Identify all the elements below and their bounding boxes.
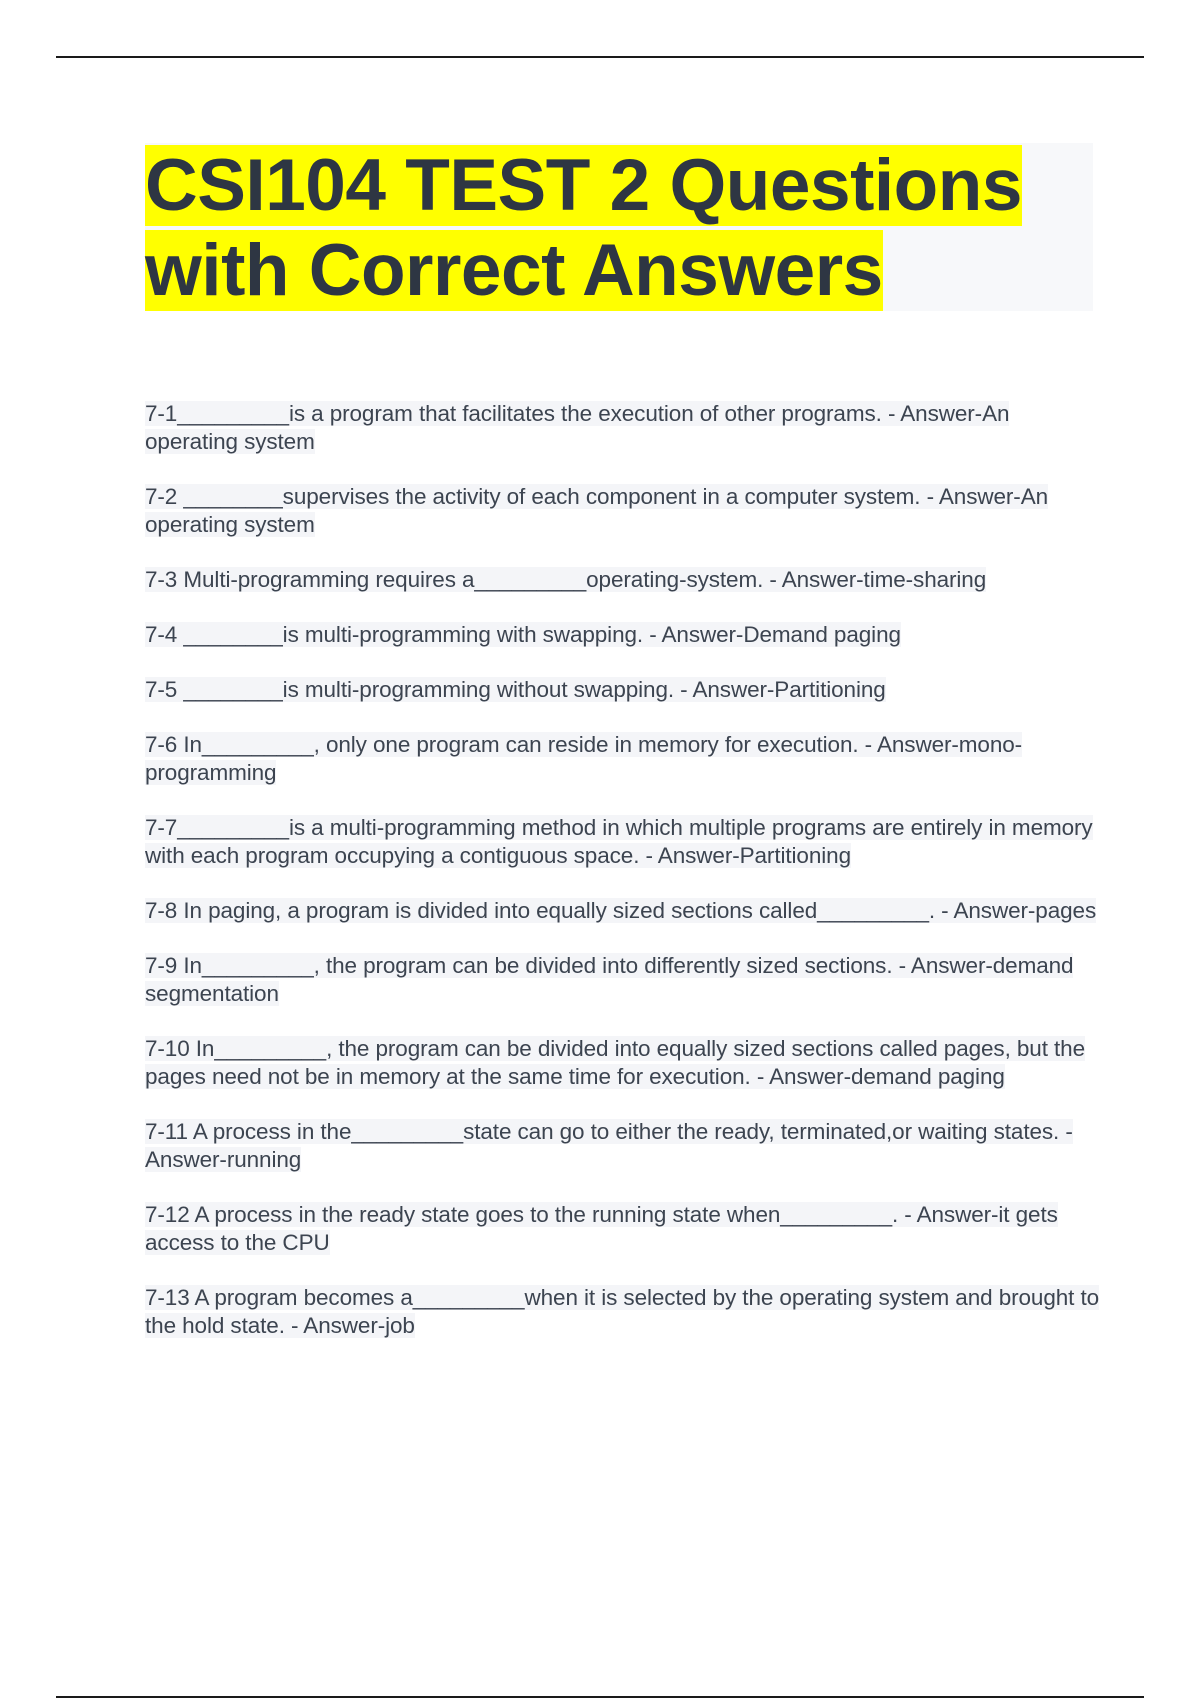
question-item xyxy=(145,676,1100,704)
question-item xyxy=(145,621,1100,649)
question-item xyxy=(145,1118,1100,1174)
page-title xyxy=(145,143,1093,313)
question-item xyxy=(145,814,1100,870)
question-text: 7-7_________is a multi-programming method in which multiple programs are entirely in memory with each program occupying a contiguous space. - Answer-Partitioning xyxy=(145,815,1093,868)
question-item xyxy=(145,731,1100,787)
question-text: 7-4 ________is multi-programming with swapping. - Answer-Demand paging xyxy=(145,622,901,647)
question-text: 7-12 A process in the ready state goes to the running state when_________. - Answer-it gets access to the CPU xyxy=(145,1202,1058,1255)
question-text: 7-11 A process in the_________state can go to either the ready, terminated,or waiting states. - Answer-running xyxy=(145,1119,1073,1172)
question-item xyxy=(145,483,1100,539)
top-divider xyxy=(56,56,1144,58)
question-list xyxy=(145,400,1100,1367)
title-block xyxy=(145,143,1093,311)
question-item xyxy=(145,566,1100,594)
title-line-2: with Correct Answers xyxy=(145,230,883,311)
question-text: 7-9 In_________, the program can be divided into differently sized sections. - Answer-demand segmentation xyxy=(145,953,1074,1006)
question-text: 7-10 In_________, the program can be divided into equally sized sections called pages, but the pages need not be in memory at the same time for execution. - Answer-demand paging xyxy=(145,1036,1085,1089)
question-text: 7-5 ________is multi-programming without swapping. - Answer-Partitioning xyxy=(145,677,886,702)
question-text: 7-1_________is a program that facilitates the execution of other programs. - Answer-An operating system xyxy=(145,401,1010,454)
question-text: 7-13 A program becomes a_________when it is selected by the operating system and brought to the hold state. - Answer-job xyxy=(145,1285,1100,1338)
bottom-divider xyxy=(56,1696,1144,1698)
title-line-1: CSI104 TEST 2 Questions xyxy=(145,145,1022,226)
question-item xyxy=(145,1035,1100,1091)
question-text: 7-2 ________supervises the activity of each component in a computer system. - Answer-An operating system xyxy=(145,484,1049,537)
question-item xyxy=(145,897,1100,925)
question-text: 7-6 In_________, only one program can reside in memory for execution. - Answer-mono-programming xyxy=(145,732,1023,785)
question-item xyxy=(145,400,1100,456)
question-text: 7-3 Multi-programming requires a_________operating-system. - Answer-time-sharing xyxy=(145,567,987,592)
question-item xyxy=(145,1284,1100,1340)
question-item xyxy=(145,952,1100,1008)
question-text: 7-8 In paging, a program is divided into equally sized sections called_________. - Answer-pages xyxy=(145,898,1097,923)
question-item xyxy=(145,1201,1100,1257)
